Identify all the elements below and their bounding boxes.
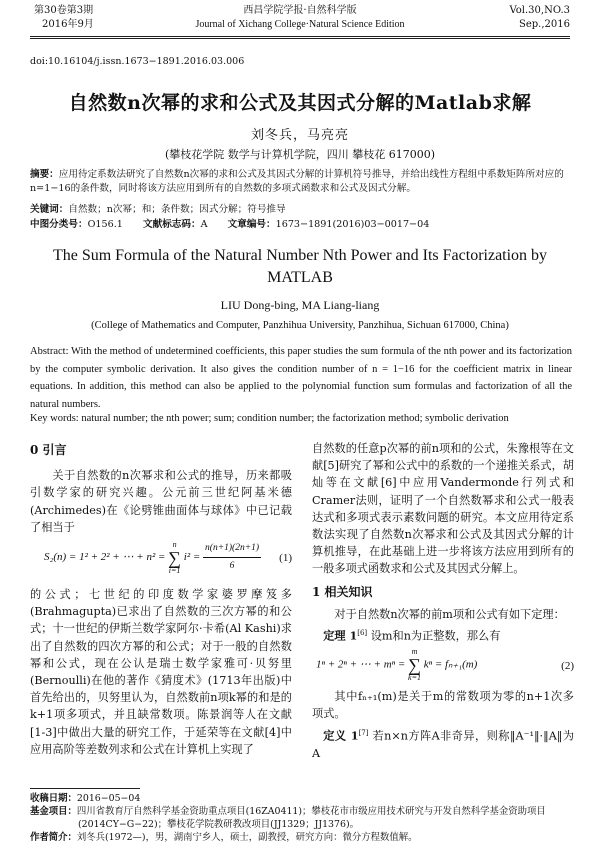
theorem-1-text: 设m和n为正整数，那么有 [367,629,501,643]
intro-paragraph-2: 的公式；七世纪的印度数学家婆罗摩笈多(Brahmagupta)已求出了自然数的三次方幂的和公式；十一世纪的伊斯兰数学家阿尔·卡希(Al Kashi)求出了自然数的四次方幂的和公式；对于一般的自然数幂和公式，现在公认是瑞士数学家雅可·贝努里(Bernoulli)在他的著作《猜度术》(1713年出版)中首先给出的，贝努里认为，自然数前n项k幂的和是的k+1项多项式，并且缺常数项。陈景润等人在文献[1-3]中做出大量的研究工作，于延荣等在文献[4]中应用高阶等差数列求和公式在计算机上实现了 [30,588,292,756]
abstract-en-text: With the method of undetermined coefficients, this paper studies the sum formula of the nth power and its factorization by the computer symbolic derivation. It also gives the condition number of n = 1−16 for the coefficient matrix in linear equations. In addition, this method can also be applied to the polynomial function sum formulas and factorization of all the natural numbers. [30,346,573,410]
author-bio [30,831,570,844]
article-no-value: 1673−1891(2016)03−0017−04 [275,219,430,230]
keywords-cn-label: 关键词： [30,204,69,215]
article-no-label: 文章编号： [227,219,276,230]
abstract-cn [30,168,572,196]
definition-1-label: 定义 1 [323,729,359,744]
eq1-denominator: 6 [229,561,235,572]
classification-line [30,218,572,232]
sum-icon: ∑ [408,654,421,675]
eq1-sum [168,541,181,575]
volume-cn: 第30卷第3期 [34,5,94,16]
eq1-sum-top: n [172,539,177,549]
page-title-cn: 自然数n次幂的求和公式及其因式分解的Matlab求解 [68,92,532,114]
section-0-heading: 0 引言 [30,443,67,457]
authors-en: LIU Dong-bing, MA Liang-liang [220,298,380,312]
eq2-sum-top: m [411,646,418,656]
sum-icon: ∑ [168,547,182,568]
date-cn: 2016年9月 [42,19,94,30]
doc-code-label: 文献标志码： [143,219,201,230]
eq1-lhs: S₂(n) = 1² + 2² + ⋯ + n² = [44,551,166,564]
author-bio-label: 作者简介： [30,832,77,843]
equation-2-explanation: 其中fₙ₊₁(m)是关于m的常数项为零的n+1次多项式。 [312,689,574,721]
page-title-en: The Sum Formula of the Natural Number Nth Power and Its Factorization by MATLAB [52,247,548,286]
theorem-1 [312,625,574,645]
keywords-cn-text: 自然数；n次幂；和；条件数；因式分解；符号推导 [68,204,286,215]
definition-1 [312,725,574,762]
abstract-cn-text: 应用待定系数法研究了自然数n次幂的求和公式及其因式分解的计算机符号推导，并给出线性方程组中系数矩阵所对应的n=1−16的条件数，同时将该方法应用到所有的自然数的多项式函数求和公式及因式分解。 [30,169,564,194]
intro-paragraph-1: 关于自然数的n次幂求和公式的推导，历来都吸引数学家的研究兴趣。公元前三世纪阿基米德(Archimedes)在《论劈锥曲面体与球体》中已记载了相当于 [30,469,292,534]
eq1-sum-bottom: i=1 [168,565,181,575]
eq1-term: i² = [183,551,201,564]
abstract-en [30,343,572,413]
fund-info [30,805,570,831]
keywords-en [30,413,572,424]
clc-label: 中图分类号： [30,219,88,230]
equation-1 [44,540,292,584]
keywords-en-text: natural number; the nth power; sum; condition number; the factorization method; symbolic derivation [81,413,509,424]
date-en: Sep.,2016 [519,19,570,30]
theorem-1-label: 定理 1 [323,628,358,643]
definition-1-text: 若n×n方阵A非奇异，则称‖A⁻¹‖·‖A‖为A [312,730,575,761]
journal-name-cn: 西昌学院学报·自然科学版 [243,5,357,16]
section-1-heading: 1 相关知识 [312,584,373,599]
affiliation-en: (College of Mathematics and Computer, Panzhihua University, Panzhihua, Sichuan 617000, China) [91,320,509,331]
eq1-fraction [203,540,261,575]
abstract-en-label: Abstract: [30,346,69,357]
equation-2 [316,648,574,686]
section-1-intro: 对于自然数n次幂的前m项和公式有如下定理： [334,607,565,621]
eq2-number: (2) [561,659,574,672]
doi: doi:10.16104/j.issn.1673−1891.2016.03.006 [30,56,245,67]
eq2-term: kⁿ = fₙ₊₁(m) [423,658,478,671]
left-column [30,442,292,758]
header-rule [30,36,570,37]
journal-name-en: Journal of Xichang College·Natural Science Edition [195,19,405,30]
eq2-sum-bottom: k=1 [408,672,421,682]
received-date [30,792,570,805]
volume-en: Vol.30,NO.3 [509,5,570,16]
header-rule-2 [30,38,570,39]
header-right [509,4,570,32]
definition-1-ref: [7] [358,729,369,738]
intro-paragraph-3: 自然数的任意p次幂的前n项和的公式，朱豫根等在文献[5]研究了幂和公式中的系数的一个递推关系式，胡灿等在文献[6]中应用Vandermonde行列式和Cramer法则，证明了一个自然数幂求和公式一般表达式和多项式表示素数问题的研究。本文应用待定系数法实现了自然数n次幂求和公式及其因式分解的计算机推导，在此基础上进一步将该方法应用到所有的一般多项式函数求和公式及其因式分解上。 [312,442,574,576]
eq2-lhs: 1ⁿ + 2ⁿ + ⋯ + mⁿ = [316,658,406,671]
author-bio-value: 刘冬兵(1972—)，男，湖南宁乡人，硕士，副教授，研究方向：微分方程数值解。 [76,832,418,843]
abstract-cn-label: 摘要： [30,169,59,180]
authors-cn: 刘冬兵，马亮亮 [250,128,349,143]
footnotes [30,792,570,844]
theorem-1-ref: [6] [357,629,368,638]
received-label: 收稿日期： [30,793,77,804]
fund-label: 基金项目： [30,806,77,817]
keywords-cn [30,203,572,217]
doc-code-value: A [200,219,208,230]
eq1-number: (1) [279,552,292,565]
right-column [312,440,574,763]
clc-value: O156.1 [87,219,123,230]
fund-value: 四川省教育厅自然科学基金资助重点项目(16ZA0411)；攀枝花市市级应用技术研究与开发自然科学基金资助项目(2014CY−G−22)；攀枝花学院教研教改项目(JJ1329；JJ1376)。 [76,806,546,830]
eq1-numerator: n(n+1)(2n+1) [203,540,261,558]
eq2-sum [408,648,421,682]
keywords-en-label: Key words: [30,413,79,424]
affiliation-cn: (攀枝花学院 数学与计算机学院，四川 攀枝花 617000) [164,148,436,161]
received-value: 2016−05−04 [76,793,141,804]
footnote-rule [30,788,140,789]
